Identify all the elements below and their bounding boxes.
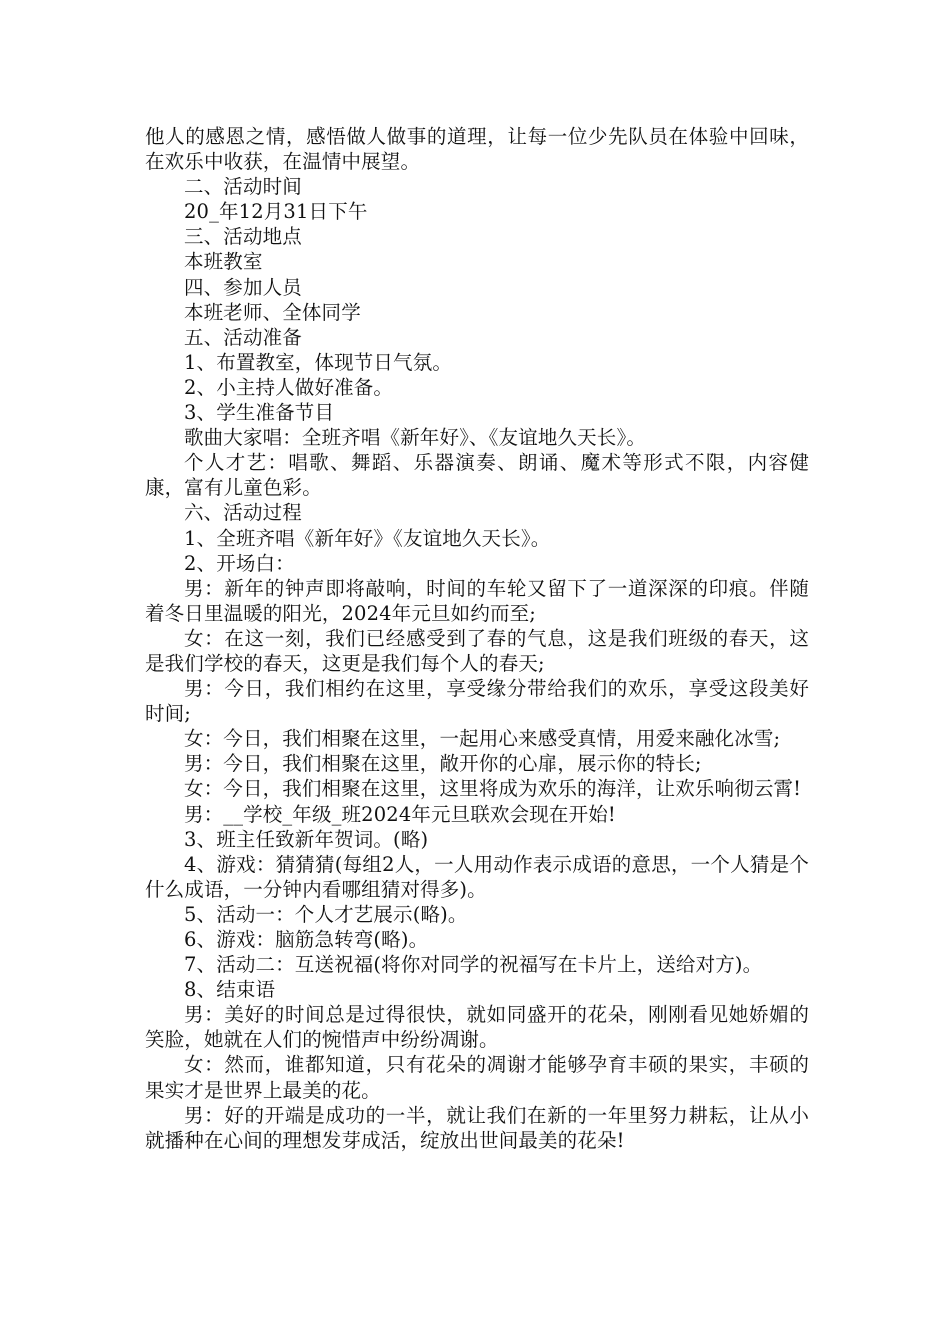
document-body xyxy=(145,124,809,1153)
paragraph: 1、布置教室，体现节日气氛。 xyxy=(184,350,453,374)
paragraph: 1、全班齐唱《新年好》《友谊地久天长》。 xyxy=(184,526,551,550)
paragraph: 个人才艺：唱歌、舞蹈、乐器演奏、朗诵、魔术等形式不限，内容健康，富有儿童色彩。 xyxy=(145,451,809,500)
paragraph: 六、活动过程 xyxy=(184,501,302,525)
paragraph: 歌曲大家唱：全班齐唱《新年好》、《友谊地久天长》。 xyxy=(184,426,647,450)
paragraph: 他人的感恩之情，感悟做人做事的道理，让每一位少先队员在体验中回味，在欢乐中收获，在温情中展望。 xyxy=(145,125,809,174)
paragraph: 3、班主任致新年贺词。(略) xyxy=(184,827,429,851)
paragraph: 2、开场白： xyxy=(184,551,295,575)
paragraph: 女：今日，我们相聚在这里，一起用心来感受真情，用爱来融化冰雪; xyxy=(184,727,781,751)
paragraph: 男：美好的时间总是过得很快，就如同盛开的花朵，刚刚看见她娇媚的笑脸，她就在人们的惋惜声中纷纷凋谢。 xyxy=(145,1003,809,1052)
paragraph: 四、参加人员 xyxy=(184,275,302,299)
paragraph: 男：今日，我们相聚在这里，敞开你的心扉，展示你的特长; xyxy=(184,752,702,776)
paragraph: 女：然而，谁都知道，只有花朵的凋谢才能够孕育丰硕的果实，丰硕的果实才是世界上最美的花。 xyxy=(145,1053,809,1102)
paragraph: 本班教室 xyxy=(184,250,263,274)
paragraph: 男：__学校_年级_班2024年元旦联欢会现在开始! xyxy=(184,802,616,826)
paragraph: 7、活动二：互送祝福(将你对同学的祝福写在卡片上，送给对方)。 xyxy=(184,953,763,977)
paragraph: 男：好的开端是成功的一半，就让我们在新的一年里努力耕耘，让从小就播种在心间的理想发芽成活，绽放出世间最美的花朵! xyxy=(145,1103,809,1152)
paragraph: 5、活动一：个人才艺展示(略)。 xyxy=(184,902,468,926)
paragraph: 女：在这一刻，我们已经感受到了春的气息，这是我们班级的春天，这是我们学校的春天，这更是我们每个人的春天; xyxy=(145,626,809,675)
paragraph: 二、活动时间 xyxy=(184,175,302,199)
paragraph: 女：今日，我们相聚在这里，这里将成为欢乐的海洋，让欢乐响彻云霄! xyxy=(184,777,802,801)
paragraph: 4、游戏：猜猜猜(每组2人，一人用动作表示成语的意思，一个人猜是个什么成语，一分钟内看哪组猜对得多)。 xyxy=(145,852,809,901)
paragraph: 三、活动地点 xyxy=(184,225,302,249)
paragraph: 五、活动准备 xyxy=(184,325,302,349)
paragraph: 男：今日，我们相约在这里，享受缘分带给我们的欢乐，享受这段美好时间; xyxy=(145,677,809,726)
paragraph: 6、游戏：脑筋急转弯(略)。 xyxy=(184,928,429,951)
paragraph: 男：新年的钟声即将敲响，时间的车轮又留下了一道深深的印痕。伴随着冬日里温暖的阳光，2024年元旦如约而至; xyxy=(145,576,809,625)
paragraph: 3、学生准备节目 xyxy=(184,401,335,425)
paragraph: 20_年12月31日下午 xyxy=(184,200,368,224)
paragraph: 2、小主持人做好准备。 xyxy=(184,375,394,399)
paragraph: 本班老师、全体同学 xyxy=(184,300,361,324)
paragraph: 8、结束语 xyxy=(184,978,276,1002)
